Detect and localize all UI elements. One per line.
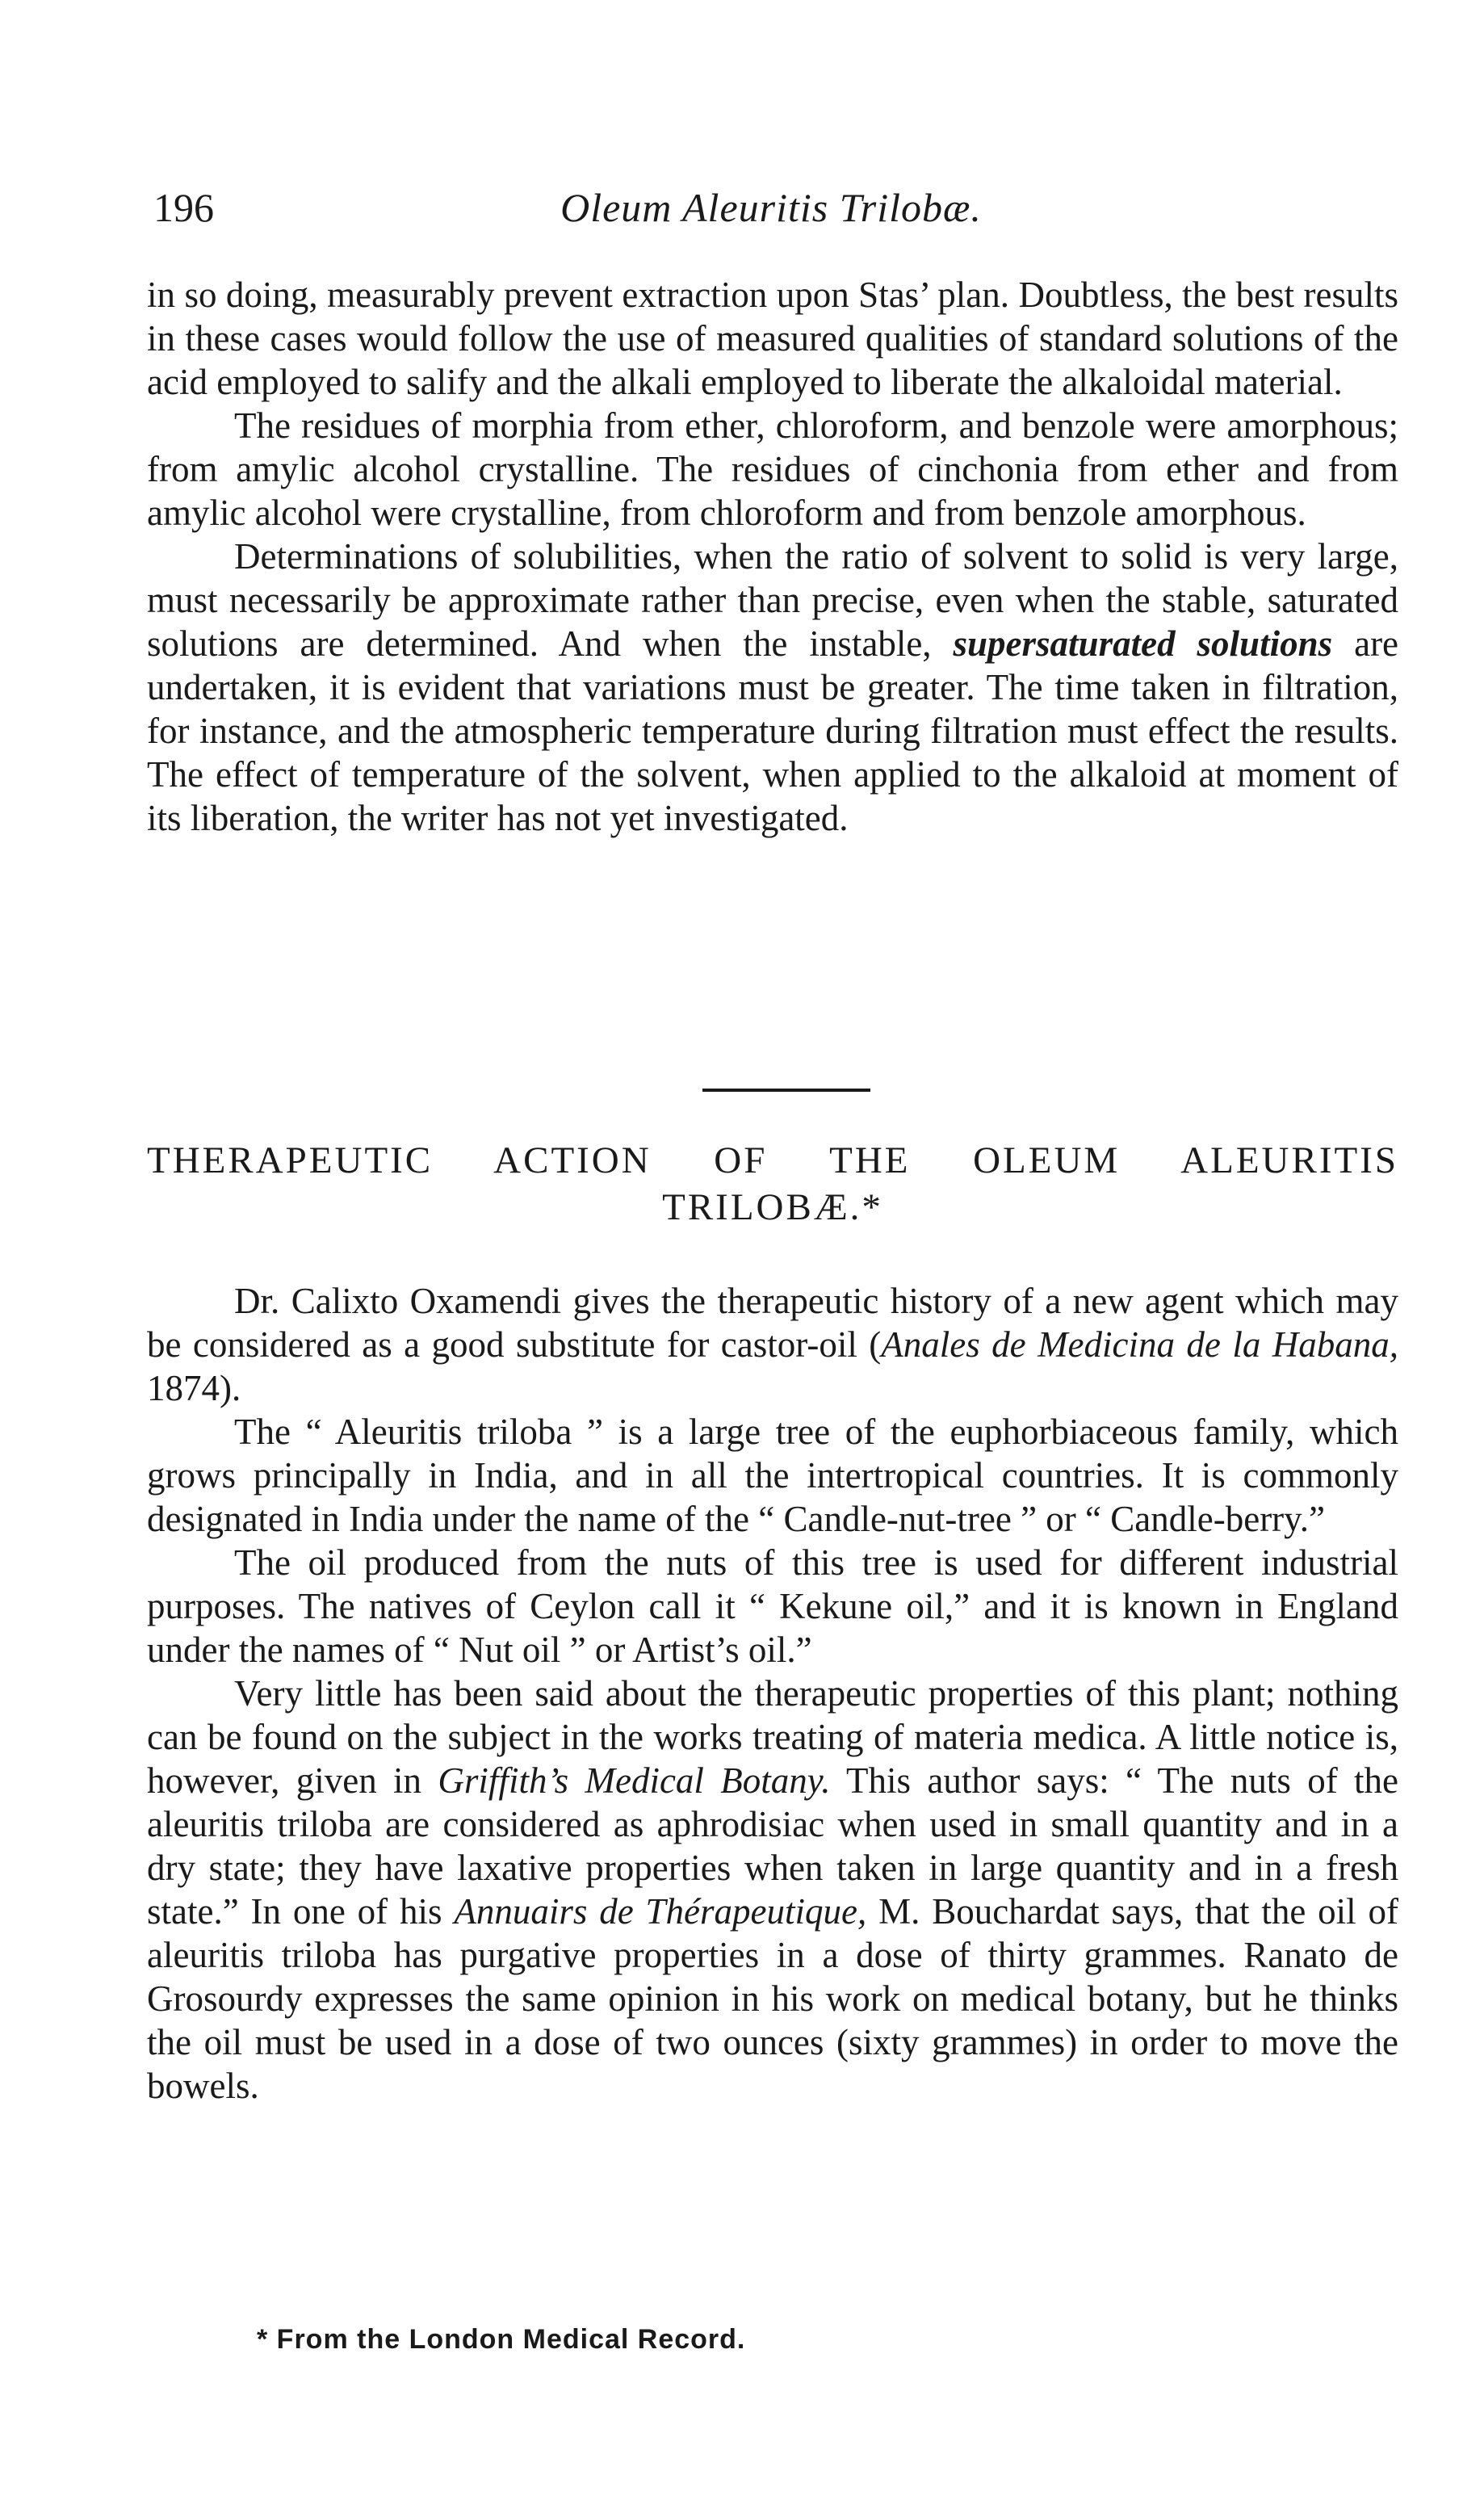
running-head — [153, 184, 1389, 241]
griffith-citation: Griffith’s Medical Botany. — [438, 1760, 831, 1801]
paragraph-oxamendi — [147, 1279, 1398, 1410]
new-article — [147, 1279, 1398, 2108]
properties-text-a: Very little has been said about the therapeutic properties of this plant; nothing can be found on the subject in the works treating of materia medica. A little notice is, however, given in — [147, 1673, 1398, 1801]
annuairs-citation: Annuairs de Thérapeutique, — [454, 1891, 867, 1932]
paragraph-therapeutic-properties — [147, 1672, 1398, 2108]
heading-line-2: TRILOBÆ.* — [662, 1186, 883, 1228]
oxamendi-text-end: 1874). — [147, 1368, 241, 1408]
paragraph-stas-plan: in so doing, measurably prevent extraction upon Stas’ plan. Doubtless, the best results in these cases would follow the use of measured qualities of standard solutions of the acid employed to salify and the alkali employed to liberate the alkaloidal material. — [147, 275, 1398, 402]
footnote: * From the London Medical Record. — [257, 2324, 746, 2355]
page-number: 196 — [153, 185, 214, 230]
paragraph-residues: The residues of morphia from ether, chloroform, and benzole were amorphous; from amylic alcohol crystalline. The residues of cinchonia from ether and from amylic alcohol were crystalline, from chloroform and from benzole amorphous. — [147, 405, 1398, 533]
paragraph-solubilities — [147, 535, 1398, 840]
solubilities-text-end: are undertaken, it is evident that variations must be greater. The time taken in filtration, for instance, and the atmospheric temperature during filtration must effect the results. The effect of temperature of the solvent, when applied to the alkaloid at moment of its liberation, the writer has not yet investigated. — [147, 623, 1399, 838]
running-title: Oleum Aleuritis Trilobæ. — [560, 185, 982, 230]
article-heading — [147, 1137, 1398, 1231]
solubilities-text-start: Determinations of solubilities, when the ratio of solvent to solid is very large, must necessarily be approximate rather than precise, even when the stable, saturated solutions are determined. And when the instable, — [147, 536, 1398, 664]
properties-text-b: This author says: “ The nuts of the aleuritis triloba are considered as aphrodisiac when used in small quantity and in a dry state; they have laxative properties when taken in large quantity and in a fresh state.” In one of his — [147, 1760, 1399, 1932]
section-divider — [702, 1089, 870, 1092]
supersaturated-emphasis: supersaturated solutions — [953, 623, 1333, 664]
anales-citation: Anales de Medicina de la Habana, — [881, 1324, 1399, 1365]
continued-article — [147, 273, 1398, 840]
paragraph-oil-uses: The oil produced from the nuts of this tree is used for different industrial purposes. The natives of Ceylon call it “ Kekune oil,” and it is known in England under the names of “ Nut oil ” or Artist’s oil.” — [147, 1542, 1398, 1670]
paragraph-aleuritis-tree: The “ Aleuritis triloba ” is a large tree of the euphorbiaceous family, which grows principally in India, and in all the intertropical countries. It is commonly designated in India under the name of the “ Candle-nut-tree ” or “ Candle-berry.” — [147, 1412, 1398, 1539]
properties-text-c: M. Bouchardat says, that the oil of aleuritis triloba has purgative properties in a dose of thirty grammes. Ranato de Grosourdy expresses the same opinion in his work on medical botany, but he thinks the oil must be used in a dose of two ounces (sixty grammes) in order to move the bowels. — [147, 1891, 1399, 2106]
oxamendi-text-start: Dr. Calixto Oxamendi gives the therapeutic history of a new agent which may be considered as a good substitute for castor-oil ( — [147, 1281, 1398, 1365]
heading-line-1: THERAPEUTIC ACTION OF THE OLEUM ALEURITIS — [147, 1139, 1398, 1181]
